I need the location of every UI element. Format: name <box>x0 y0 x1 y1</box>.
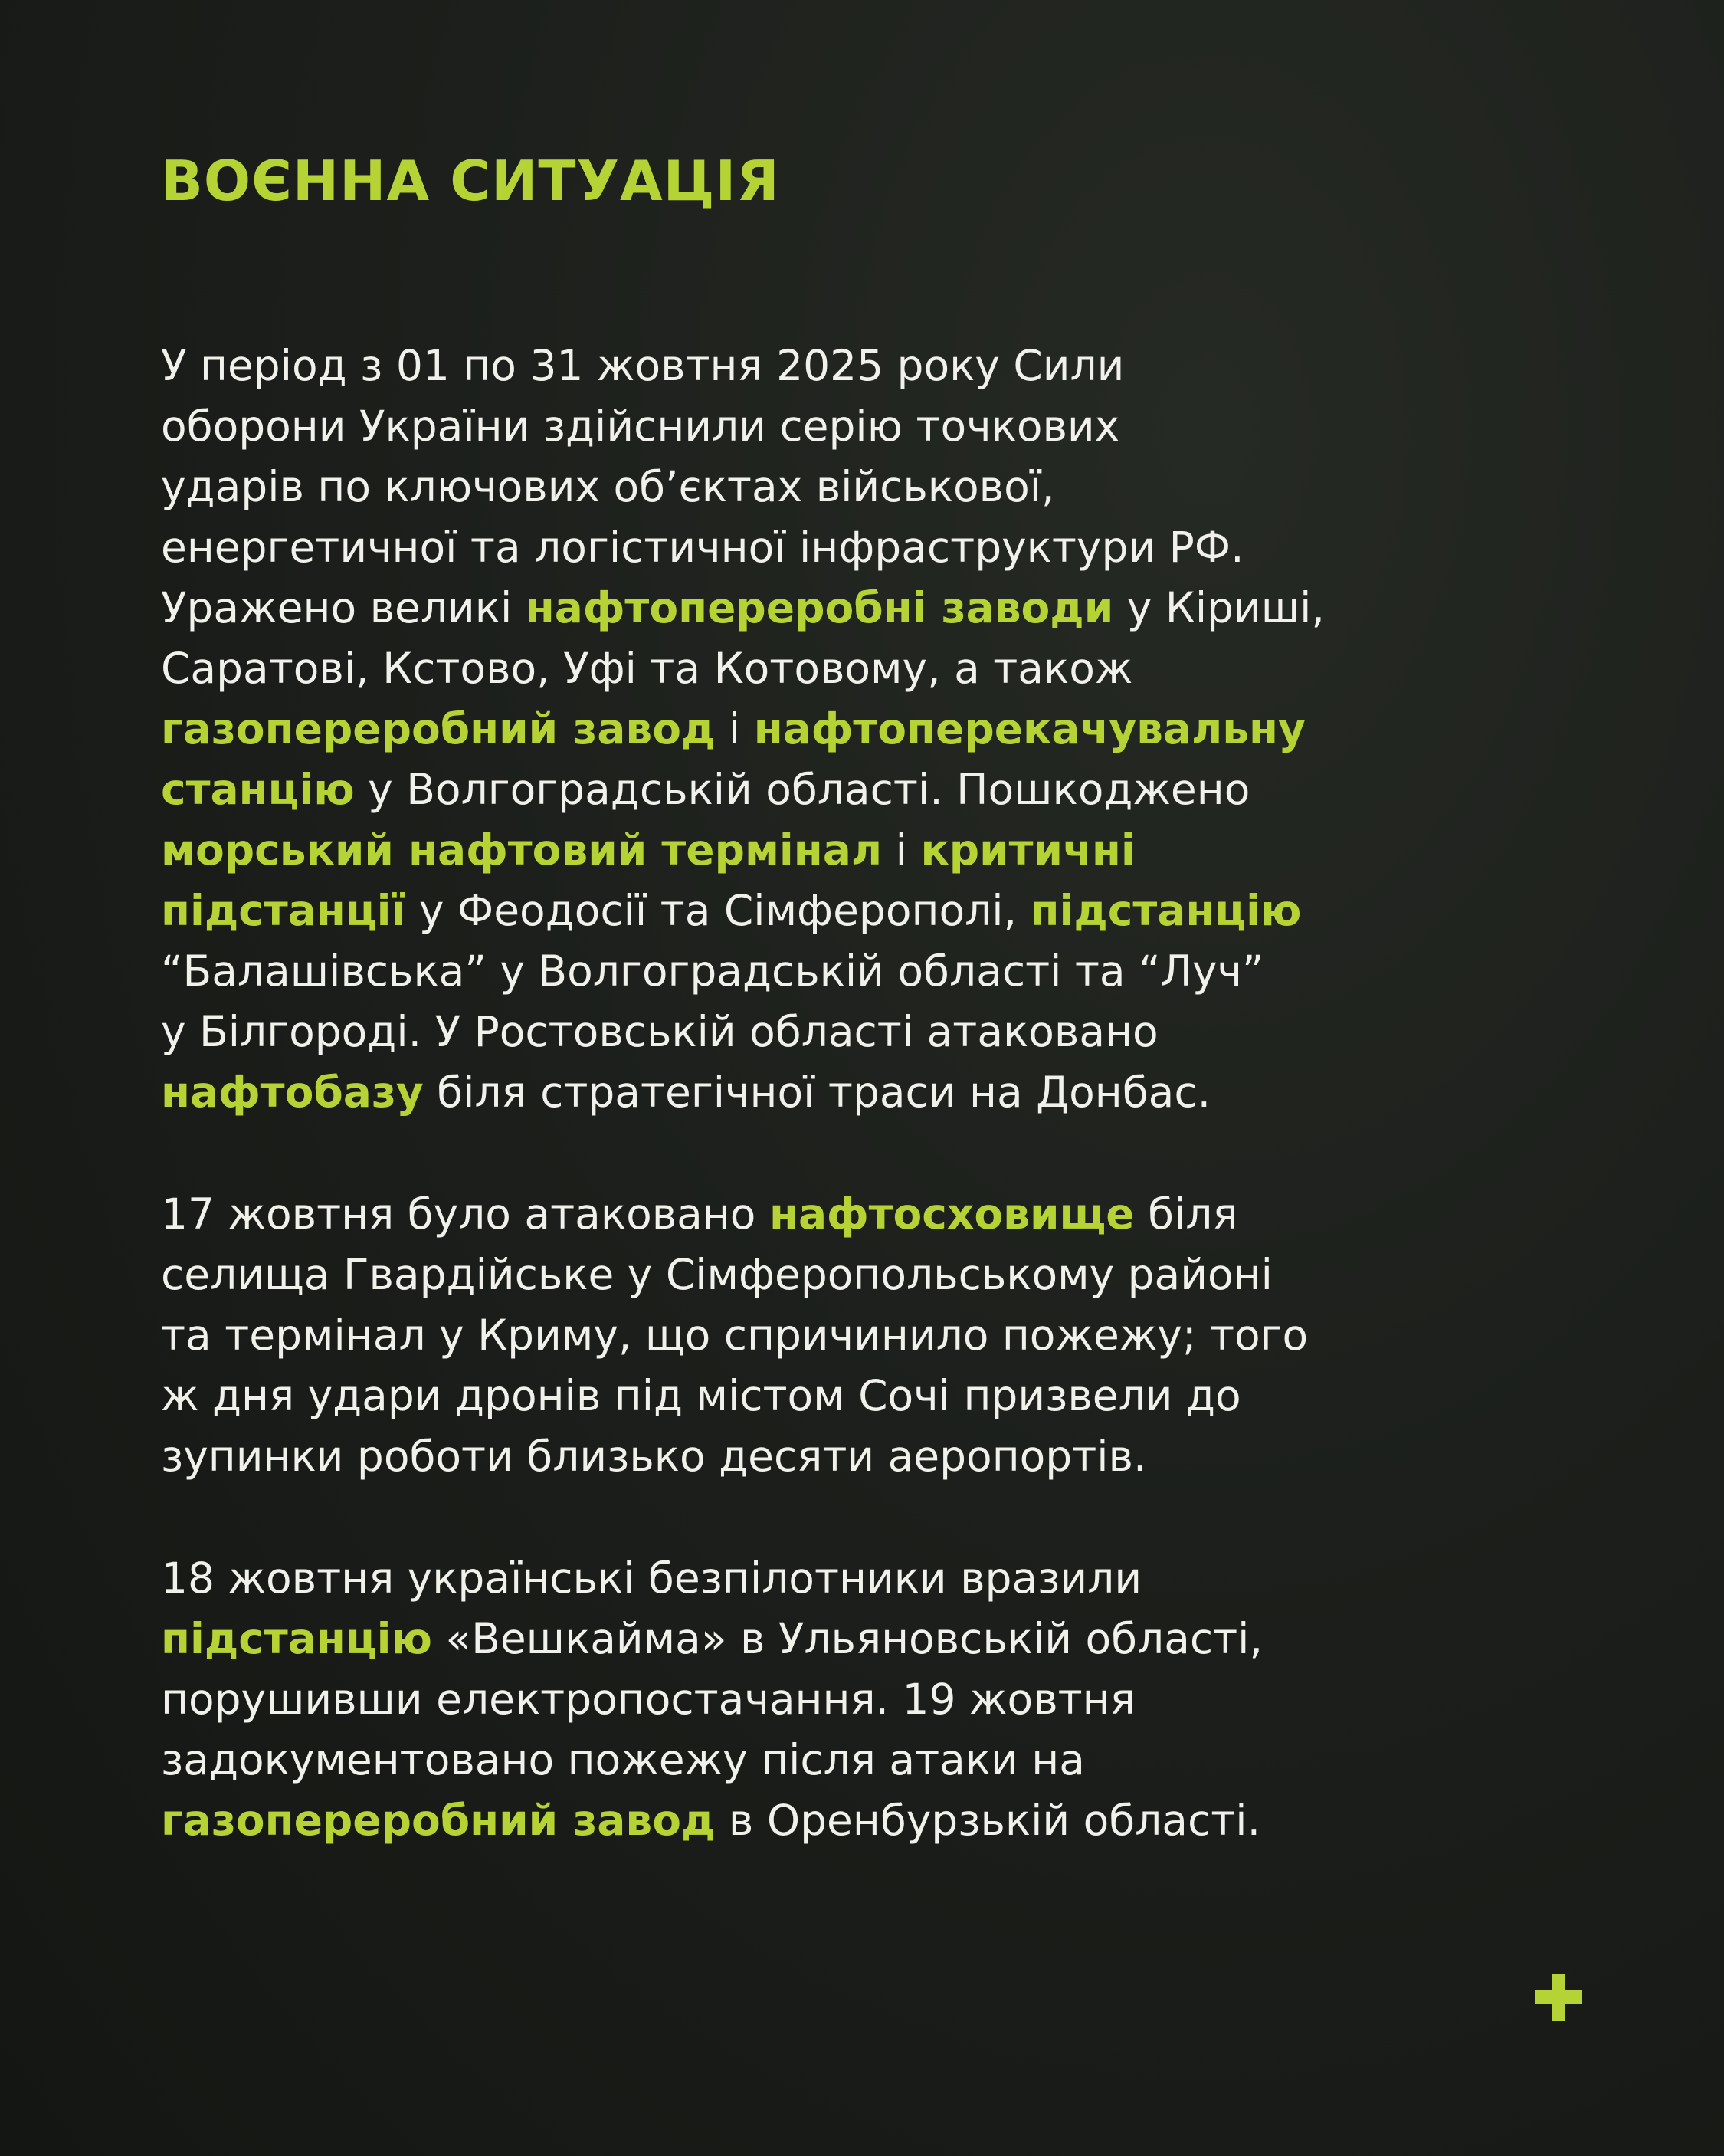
text-line: ударів по ключових об’єктах військової, <box>161 462 1055 511</box>
highlight-refineries: нафтопереробні заводи <box>525 583 1114 632</box>
paragraph-1 <box>161 336 1555 1123</box>
text-line: “Балашівська” у Волгоградській області та “Луч” <box>161 947 1264 996</box>
article-body <box>161 336 1555 1912</box>
text-line: 17 жовтня було атаковано нафтосховище біля <box>161 1190 1238 1239</box>
text-line: Саратові, Кстово, Уфі та Котовому, а також <box>161 644 1133 693</box>
text-line: морський нафтовий термінал і критичні <box>161 825 1136 875</box>
text-line: та термінал у Криму, що спричинило пожежу; того <box>161 1311 1309 1360</box>
page-title: ВОЄННА СИТУАЦІЯ <box>161 149 780 213</box>
text-line: станцію у Волгоградській області. Пошкоджено <box>161 765 1250 814</box>
text-line: задокументовано пожежу після атаки на <box>161 1735 1085 1784</box>
highlight-oil-depot: нафтобазу <box>161 1068 424 1117</box>
text-line: Уражено великі нафтопереробні заводи у Кіриші, <box>161 583 1325 632</box>
paragraph-3 <box>161 1548 1555 1851</box>
text-line: зупинки роботи близько десяти аеропортів. <box>161 1432 1147 1481</box>
text-line: газопереробний завод в Оренбурзькій області. <box>161 1796 1261 1845</box>
highlight-substation: підстанцію <box>161 1614 432 1663</box>
highlight-gas-plant: газопереробний завод <box>161 1796 716 1845</box>
paragraph-2 <box>161 1184 1555 1487</box>
highlight-oil-storage: нафтосховище <box>769 1190 1135 1239</box>
text-line: оборони України здійснили серію точкових <box>161 402 1120 451</box>
highlight-sea-terminal: морський нафтовий термінал <box>161 825 883 875</box>
text-line: нафтобазу біля стратегічної траси на Донбас. <box>161 1068 1211 1117</box>
highlight-station: станцію <box>161 765 355 814</box>
text-line: порушивши електропостачання. 19 жовтня <box>161 1675 1136 1724</box>
text-line: підстанції у Феодосії та Сімферополі, підстанцію <box>161 886 1302 935</box>
highlight-substations: підстанції <box>161 886 406 935</box>
highlight-critical: критичні <box>920 825 1136 875</box>
highlight-gas-plant: газопереробний завод <box>161 704 716 753</box>
highlight-substation: підстанцію <box>1030 886 1302 935</box>
text-line: селища Гвардійське у Сімферопольському районі <box>161 1250 1273 1299</box>
text-line: 18 жовтня українські безпілотники вразили <box>161 1554 1142 1603</box>
text-line: у Білгороді. У Ростовській області атаковано <box>161 1007 1159 1056</box>
text-line: газопереробний завод і нафтоперекачувальну <box>161 704 1306 753</box>
text-line: ж дня удари дронів під містом Сочі призвели до <box>161 1371 1241 1420</box>
text-line: енергетичної та логістичної інфраструктури РФ. <box>161 523 1244 572</box>
plus-icon <box>1535 1974 1582 2021</box>
text-line: У період з 01 по 31 жовтня 2025 року Сили <box>161 341 1125 390</box>
text-line: підстанцію «Вешкайма» в Ульяновській області, <box>161 1614 1263 1663</box>
highlight-pumping-station: нафтоперекачувальну <box>753 704 1306 753</box>
